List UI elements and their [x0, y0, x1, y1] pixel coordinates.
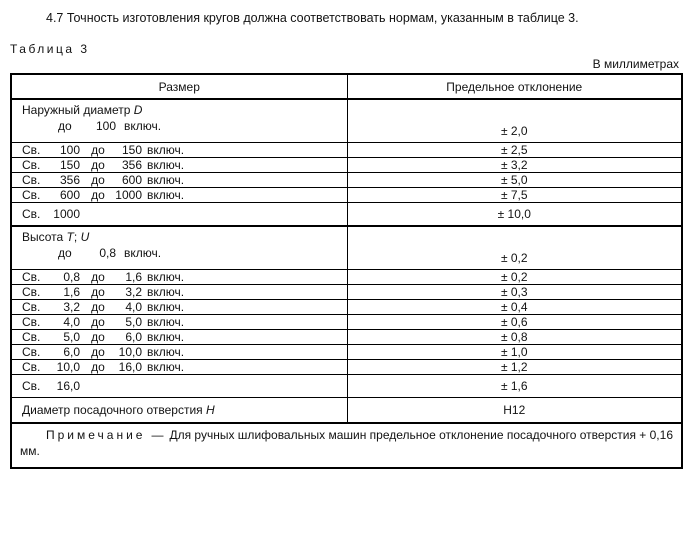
- range-to: 100: [95, 119, 116, 133]
- range-sv: Св.: [22, 330, 41, 344]
- deviation-value: ± 0,3: [500, 285, 528, 299]
- range-do: до: [91, 270, 105, 284]
- deviation-cell: [347, 330, 682, 345]
- range-suffix: включ.: [147, 315, 185, 329]
- size-cell: [11, 226, 347, 270]
- table-row: [11, 203, 682, 227]
- table-row: [11, 300, 682, 315]
- tolerance-table: [10, 73, 683, 469]
- deviation-cell: [347, 345, 682, 360]
- size-label-part: D: [133, 103, 143, 117]
- range-suffix: включ.: [147, 330, 185, 344]
- range-do: до: [91, 173, 105, 187]
- deviation-cell: [347, 285, 682, 300]
- deviation-cell: [347, 158, 682, 173]
- deviation-value: ± 0,8: [500, 330, 528, 344]
- table-row: [11, 173, 682, 188]
- size-label-part: U: [80, 230, 90, 244]
- note-dash: —: [151, 428, 164, 442]
- range-to: 5,0: [125, 315, 142, 329]
- note-label: Примечание: [46, 428, 146, 442]
- size-label: [22, 227, 341, 244]
- range-do: до: [91, 158, 105, 172]
- range-do: до: [91, 285, 105, 299]
- range-suffix: включ.: [124, 246, 162, 260]
- table-row: [11, 398, 682, 424]
- column-header-size: Размер: [11, 74, 347, 99]
- size-cell: [11, 188, 347, 203]
- table-row: [11, 330, 682, 345]
- range-do: до: [58, 119, 72, 133]
- range-do: до: [91, 360, 105, 374]
- table-row: [11, 188, 682, 203]
- size-cell: [11, 99, 347, 143]
- units-note: В миллиметрах: [592, 57, 679, 71]
- range-to: 16,0: [118, 360, 142, 374]
- range-suffix: включ.: [147, 360, 185, 374]
- deviation-value: ± 5,0: [500, 173, 528, 187]
- range-sv: Св.: [22, 379, 41, 393]
- size-label-part: Наружный диаметр: [22, 103, 134, 117]
- table-row: [11, 158, 682, 173]
- table-row: [11, 99, 682, 143]
- table-row: [11, 285, 682, 300]
- deviation-value: ± 2,0: [500, 124, 528, 138]
- table-body: [11, 99, 682, 468]
- range-to: 150: [121, 143, 142, 157]
- size-cell: [11, 375, 347, 398]
- range-from: 3,2: [63, 300, 80, 314]
- table-note-row: [11, 423, 682, 468]
- range-to: 3,2: [125, 285, 142, 299]
- range-sv: Св.: [22, 270, 41, 284]
- table-header-row: [11, 74, 682, 99]
- size-cell: [11, 143, 347, 158]
- deviation-cell: [347, 300, 682, 315]
- size-sub-range: [22, 244, 341, 260]
- deviation-cell: [347, 375, 682, 398]
- range-sv: Св.: [22, 345, 41, 359]
- range-sv: Св.: [22, 207, 41, 221]
- deviation-value: ± 1,0: [500, 345, 528, 359]
- size-label: [22, 403, 341, 417]
- range-sv: Св.: [22, 143, 41, 157]
- size-cell: [11, 398, 347, 424]
- size-label-part: H: [206, 403, 215, 417]
- size-label-part: ;: [73, 230, 81, 244]
- range-suffix: включ.: [147, 300, 185, 314]
- table-row: [11, 375, 682, 398]
- size-cell: [11, 158, 347, 173]
- size-cell: [11, 360, 347, 375]
- size-sub-range: [22, 117, 341, 133]
- deviation-cell: [347, 203, 682, 227]
- deviation-value: ± 0,2: [500, 270, 528, 284]
- range-do: до: [91, 143, 105, 157]
- deviation-cell: [347, 173, 682, 188]
- range-do: до: [91, 345, 105, 359]
- range-to: 1,6: [125, 270, 142, 284]
- range-to: 0,8: [99, 246, 116, 260]
- table-row: [11, 360, 682, 375]
- size-cell: [11, 345, 347, 360]
- range-from: 0,8: [63, 270, 80, 284]
- range-do: до: [58, 246, 72, 260]
- deviation-cell: [347, 270, 682, 285]
- range-from: 4,0: [63, 315, 80, 329]
- table-caption: Таблица 3: [10, 42, 90, 56]
- range-suffix: включ.: [124, 119, 162, 133]
- range-suffix: включ.: [147, 285, 185, 299]
- deviation-cell: [347, 315, 682, 330]
- deviation-cell: [347, 360, 682, 375]
- range-suffix: включ.: [147, 188, 185, 202]
- deviation-value: ± 10,0: [497, 207, 531, 221]
- range-to: 356: [121, 158, 142, 172]
- range-to: 10,0: [118, 345, 142, 359]
- range-do: до: [91, 188, 105, 202]
- table-row: [11, 226, 682, 270]
- range-from: 100: [59, 143, 80, 157]
- size-cell: [11, 270, 347, 285]
- range-to: 1000: [115, 188, 142, 202]
- deviation-cell: [347, 226, 682, 270]
- range-to: 4,0: [125, 300, 142, 314]
- size-cell: [11, 330, 347, 345]
- range-to: 6,0: [125, 330, 142, 344]
- note-body: Для ручных шлифовальных машин предельное отклонение посадочного отверстия + 0,16 мм.: [20, 428, 673, 458]
- deviation-value: ± 1,2: [500, 360, 528, 374]
- range-sv: Св.: [22, 173, 41, 187]
- range-from: 16,0: [56, 379, 80, 393]
- intro-paragraph: 4.7 Точность изготовления кругов должна соответствовать нормам, указанным в таблице 3.: [46, 11, 579, 25]
- range-from: 10,0: [56, 360, 80, 374]
- range-sv: Св.: [22, 285, 41, 299]
- note-text: [20, 427, 673, 459]
- range-suffix: включ.: [147, 270, 185, 284]
- range-sv: Св.: [22, 188, 41, 202]
- deviation-cell: [347, 99, 682, 143]
- table-row: [11, 270, 682, 285]
- size-cell: [11, 300, 347, 315]
- size-cell: [11, 173, 347, 188]
- size-label-part: Высота: [22, 230, 67, 244]
- size-cell: [11, 203, 347, 227]
- range-do: до: [91, 300, 105, 314]
- size-label: [22, 100, 341, 117]
- deviation-value: ± 0,2: [500, 251, 528, 265]
- range-from: 150: [59, 158, 80, 172]
- range-from: 5,0: [63, 330, 80, 344]
- deviation-value: ± 3,2: [500, 158, 528, 172]
- range-to: 600: [121, 173, 142, 187]
- deviation-cell: [347, 143, 682, 158]
- range-from: 6,0: [63, 345, 80, 359]
- deviation-value: ± 0,6: [500, 315, 528, 329]
- range-sv: Св.: [22, 315, 41, 329]
- deviation-value: ± 2,5: [500, 143, 528, 157]
- size-cell: [11, 285, 347, 300]
- range-suffix: включ.: [147, 143, 185, 157]
- deviation-value: H12: [503, 403, 526, 417]
- size-cell: [11, 315, 347, 330]
- deviation-value: ± 1,6: [500, 379, 528, 393]
- table-row: [11, 315, 682, 330]
- range-suffix: включ.: [147, 345, 185, 359]
- table-row: [11, 345, 682, 360]
- range-do: до: [91, 315, 105, 329]
- range-sv: Св.: [22, 360, 41, 374]
- deviation-cell: [347, 398, 682, 424]
- range-from: 356: [59, 173, 80, 187]
- table-row: [11, 143, 682, 158]
- range-sv: Св.: [22, 300, 41, 314]
- deviation-value: ± 7,5: [500, 188, 528, 202]
- size-label-part: Диаметр посадочного отверстия: [22, 403, 206, 417]
- deviation-cell: [347, 188, 682, 203]
- size-label-part: T: [66, 230, 74, 244]
- range-from: 1000: [53, 207, 80, 221]
- column-header-deviation: Предельное отклонение: [347, 74, 682, 99]
- range-from: 600: [59, 188, 80, 202]
- range-do: до: [91, 330, 105, 344]
- range-suffix: включ.: [147, 158, 185, 172]
- range-sv: Св.: [22, 158, 41, 172]
- range-suffix: включ.: [147, 173, 185, 187]
- note-cell: [11, 423, 682, 468]
- deviation-value: ± 0,4: [500, 300, 528, 314]
- range-from: 1,6: [63, 285, 80, 299]
